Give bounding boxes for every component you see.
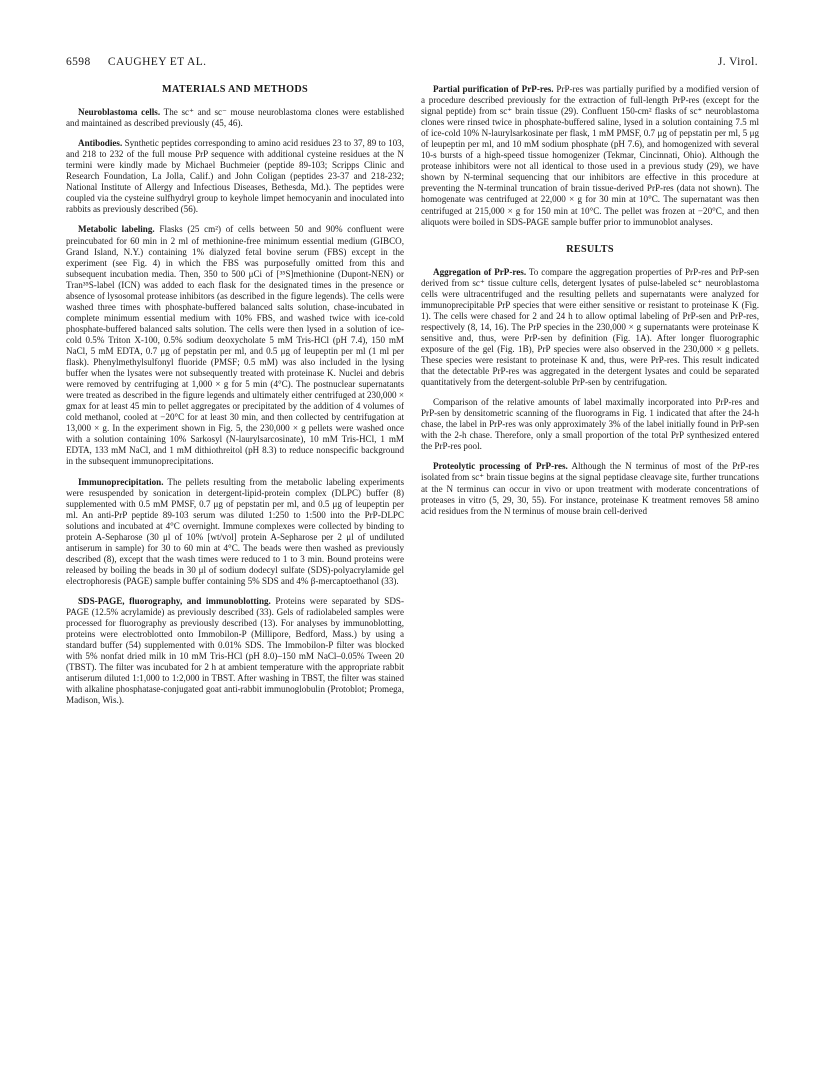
paragraph-text: The pellets resulting from the metabolic labeling experiments were resuspended by sonication in detergent-lipid-protein complex (DLPC) buffer (8) supplemented with 0.5 mM PMSF, 0.7 μg of pepstatin per ml, and 0.5 μg of leupeptin per ml. An anti-PrP peptide 89-103 serum was diluted 1:250 to 1:500 into the PrP-DLPC solutions and incubated at 4°C overnight. Immune complexes were collected by binding to protein A-Sepharose (30 μl of 10% [wt/vol] protein A-Sepharose per 2 μl of undiluted antiserum in sample) for 30 to 60 min at 4°C. The beads were then washed as previously described (8), except that the wash times were reduced to 1 to 3 min. Bound proteins were released by boiling the beads in 30 μl of sodium dodecyl sulfate (SDS)-polyacrylamide gel electrophoresis (PAGE) sample buffer containing 5% SDS and 4% β-mercaptoethanol (33). bbox=[66, 476, 404, 586]
paragraph-text: Proteins were separated by SDS-PAGE (12.5% acrylamide) as previously described (33). Gels of radiolabeled samples were processed for fluorography as previously described (13). For analyses by immunoblotting, proteins were electroblotted onto Immobilon-P (Millipore, Bedford, Mass.) by using a standard buffer (54) supplemented with 0.01% SDS. The Immobilon-P filter was blocked with 5% nonfat dried milk in 10 mM Tris-HCl (pH 8.0)–150 mM NaCl–0.05% Tween 20 (TBST). The filter was incubated for 2 h at ambient temperature with the appropriate rabbit antiserum diluted 1:1,000 to 1:2,000 in TBST. After washing in TBST, the filter was stained with alkaline phosphatase-conjugated goat anti-rabbit immunoglobulin (Protoblot; Promega, Madison, Wis.). bbox=[66, 595, 405, 706]
paragraph-head: Antibodies. bbox=[78, 138, 123, 149]
paragraph-head: Neuroblastoma cells. bbox=[78, 107, 161, 118]
paragraph-head: SDS-PAGE, fluorography, and immunoblotting. bbox=[78, 595, 271, 606]
paragraph-antibodies bbox=[66, 138, 404, 215]
paragraph-text: Flasks (25 cm²) of cells between 50 and 90% confluent were preincubated for 60 min in 2 ml of methionine-free minimum essential medium (GIBCO, Grand Island, N.Y.) containing 1% dialyzed fetal bovine serum (FBS) except in the experiment (see Fig. 4) in which the FBS was purposefully omitted from this and subsequent incubation media. Then, 350 to 500 μCi of [³⁵S]methionine (Dupont-NEN) or Tran³⁵S-label (ICN) was added to each flask for the designated times in the presence or absence of lysosomal protease inhibitors (as described in the figure legends). The cells were washed three times with phosphate-buffered balanced salts solution, chase-incubated in complete minimum essential medium with 10% FBS, and washed twice with ice-cold phosphate-buffered balanced salts solution. The cells were then lysed in a solution of ice-cold 0.5% Triton X-100, 0.5% sodium deoxycholate 5 mM Tris-HCl (pH 7.4), 150 mM NaCl, 5 mM EDTA, 0.7 μg of pepstatin per ml, and 0.5 μg of leupeptin per ml (1 ml per flask). Phenylmethylsulfonyl fluoride (PMSF; 0.5 mM) was also included in the lysing buffer when the lysates were not subsequently treated with proteinase K. Nuclei and debris were removed by centrifuging at 1,000 × g for 5 min (4°C). The postnuclear supernatants were treated as described in the figure legends and ultimately either centrifuged at 230,000 × gmax for at least 45 min to pellet aggregates or precipitated by the addition of 4 volumes of cold methanol, cooled at −20°C for at least 30 min, and then collected by centrifugation at 13,000 × g. In the experiment shown in Fig. 5, the 230,000 × g pellets were washed once with a solution containing 10% Sarkosyl (N-laurylsarcosinate), 10 mM Tris-HCl, 1 mM EDTA, 133 mM NaCl, and 1 mM dithiothreitol (pH 8.3) to reduce nonspecific background in the subsequent immunoprecipitations. bbox=[66, 224, 404, 467]
paragraph-neuroblastoma bbox=[66, 107, 404, 129]
paragraph-proteolytic-processing bbox=[421, 461, 759, 516]
journal-name: J. Virol. bbox=[717, 56, 758, 68]
running-authors: CAUGHEY ET AL. bbox=[107, 56, 207, 68]
paragraph-text: To compare the aggregation properties of PrP-res and PrP-sen derived from sc⁺ tissue culture cells, detergent lysates of pulse-labeled sc⁺ neuroblastoma cells were ultracentrifuged and the resulting pellets and supernatants were analyzed for immunoprecipitable PrP species that were either sensitive or resistant to proteinase K (Fig. 1). The cells were chased for 2 and 24 h to allow optimal labeling of PrP-sen and PrP-res, respectively (8, 14, 16). The PrP species in the 230,000 × g supernatants were proteinase K sensitive and, thus, were PrP-sen by definition (Fig. 1A). After longer fluorographic exposure of the gel (Fig. 1B), PrP species were also observed in the 230,000 × g pellets. These species were resistant to proteinase K and, thus, were PrP-res. This result indicated that the detectable PrP-res was aggregated in the detergent lysates and could be separated quantitatively from the detergent-soluble PrP-sen by centrifugation. bbox=[421, 266, 759, 388]
paragraph-text: Synthetic peptides corresponding to amino acid residues 23 to 37, 89 to 103, and 218 to 232 of the full mouse PrP sequence with additional cysteine residues at the N termini were kindly made by Michael Buchmeier (peptide 89-103; Scripps Clinic and Research Foundation, La Jolla, Calif.) and John Coligan (peptides 23-37 and 218-232; National Institute of Allergy and Infectious Diseases, Bethesda, Md.). The peptides were coupled via the cysteine sulfhydryl group to keyhole limpet hemocyanin and inoculated into rabbits as previously described (56). bbox=[66, 138, 404, 215]
page-number: 6598 bbox=[66, 56, 91, 68]
paragraph-text: Although the N terminus of most of the PrP-res isolated from sc⁺ brain tissue begins at the signal peptidase cleavage site, further truncations at the N terminus can occur in vivo or upon treatment with moderate concentrations of proteases in vitro (5, 29, 30, 55). For instance, proteinase K treatment removes 58 amino acid residues from the N terminus of mouse brain cell-derived bbox=[421, 461, 759, 516]
paragraph-text: Comparison of the relative amounts of label maximally incorporated into PrP-res and PrP-sen by densitometric scanning of the fluorograms in Fig. 1 indicated that after the 24-h chase, the label in PrP-res was only approximately 3% of the label initially found in PrP-sen with the 2-h chase. Therefore, only a small proportion of the total PrP synthesized entered the PrP-res pool. bbox=[421, 397, 759, 452]
paragraph-head: Metabolic labeling. bbox=[78, 224, 155, 235]
paragraph-text: The sc⁺ and sc⁻ mouse neuroblastoma clones were established and maintained as described previously (45, 46). bbox=[66, 107, 404, 129]
section-title-results: RESULTS bbox=[566, 243, 614, 255]
paragraph-head: Aggregation of PrP-res. bbox=[433, 266, 527, 277]
paragraph-comparison bbox=[421, 397, 759, 452]
paragraph-aggregation bbox=[421, 267, 759, 389]
paragraph-text: PrP-res was partially purified by a modified version of a procedure described previously for the extraction of full-length PrP-res (except for the signal peptide) from sc⁺ brain tissue (29). Confluent 150-cm² flasks of sc⁺ neuroblastoma clones were rinsed twice in phosphate-buffered saline, lysed in a solution containing 7.5 ml of ice-cold 10% N-laurylsarkosinate per flask, 1 mM PMSF, 0.7 μg of pepstatin per ml, 5 μg of leupeptin per ml, and 10 mM sodium phosphate (pH 7.6), and homogenized with several 10-s bursts of a high-speed tissue homogenizer (Tekmar, Cincinnati, Ohio). Although the protease inhibitors were not all identical to those used in a previous study (29), we have shown by N-terminal sequencing that our inhibitors are effective in this procedure at preventing the N-terminal truncation of brain tissue-derived PrP-res (data not shown). The homogenate was centrifuged at 22,000 × g for 30 min at 10°C. The supernatant was then centrifuged at 215,000 × g for 150 min at 10°C. The pellet was frozen at −20°C, and then aliquots were boiled in SDS-PAGE sample buffer prior to immunoblot analyses. bbox=[421, 84, 759, 227]
paragraph-metabolic-labeling bbox=[66, 224, 404, 467]
left-column bbox=[66, 84, 404, 715]
right-column bbox=[421, 84, 759, 526]
paragraph-head: Proteolytic processing of PrP-res. bbox=[433, 461, 568, 472]
paragraph-head: Partial purification of PrP-res. bbox=[433, 84, 554, 94]
paragraph-sds-page bbox=[66, 596, 404, 706]
section-title-materials: MATERIALS AND METHODS bbox=[162, 84, 308, 95]
paragraph-immunoprecipitation bbox=[66, 477, 404, 587]
paragraph-partial-purification bbox=[421, 84, 759, 228]
page-header bbox=[66, 56, 758, 72]
paragraph-head: Immunoprecipitation. bbox=[78, 476, 164, 487]
